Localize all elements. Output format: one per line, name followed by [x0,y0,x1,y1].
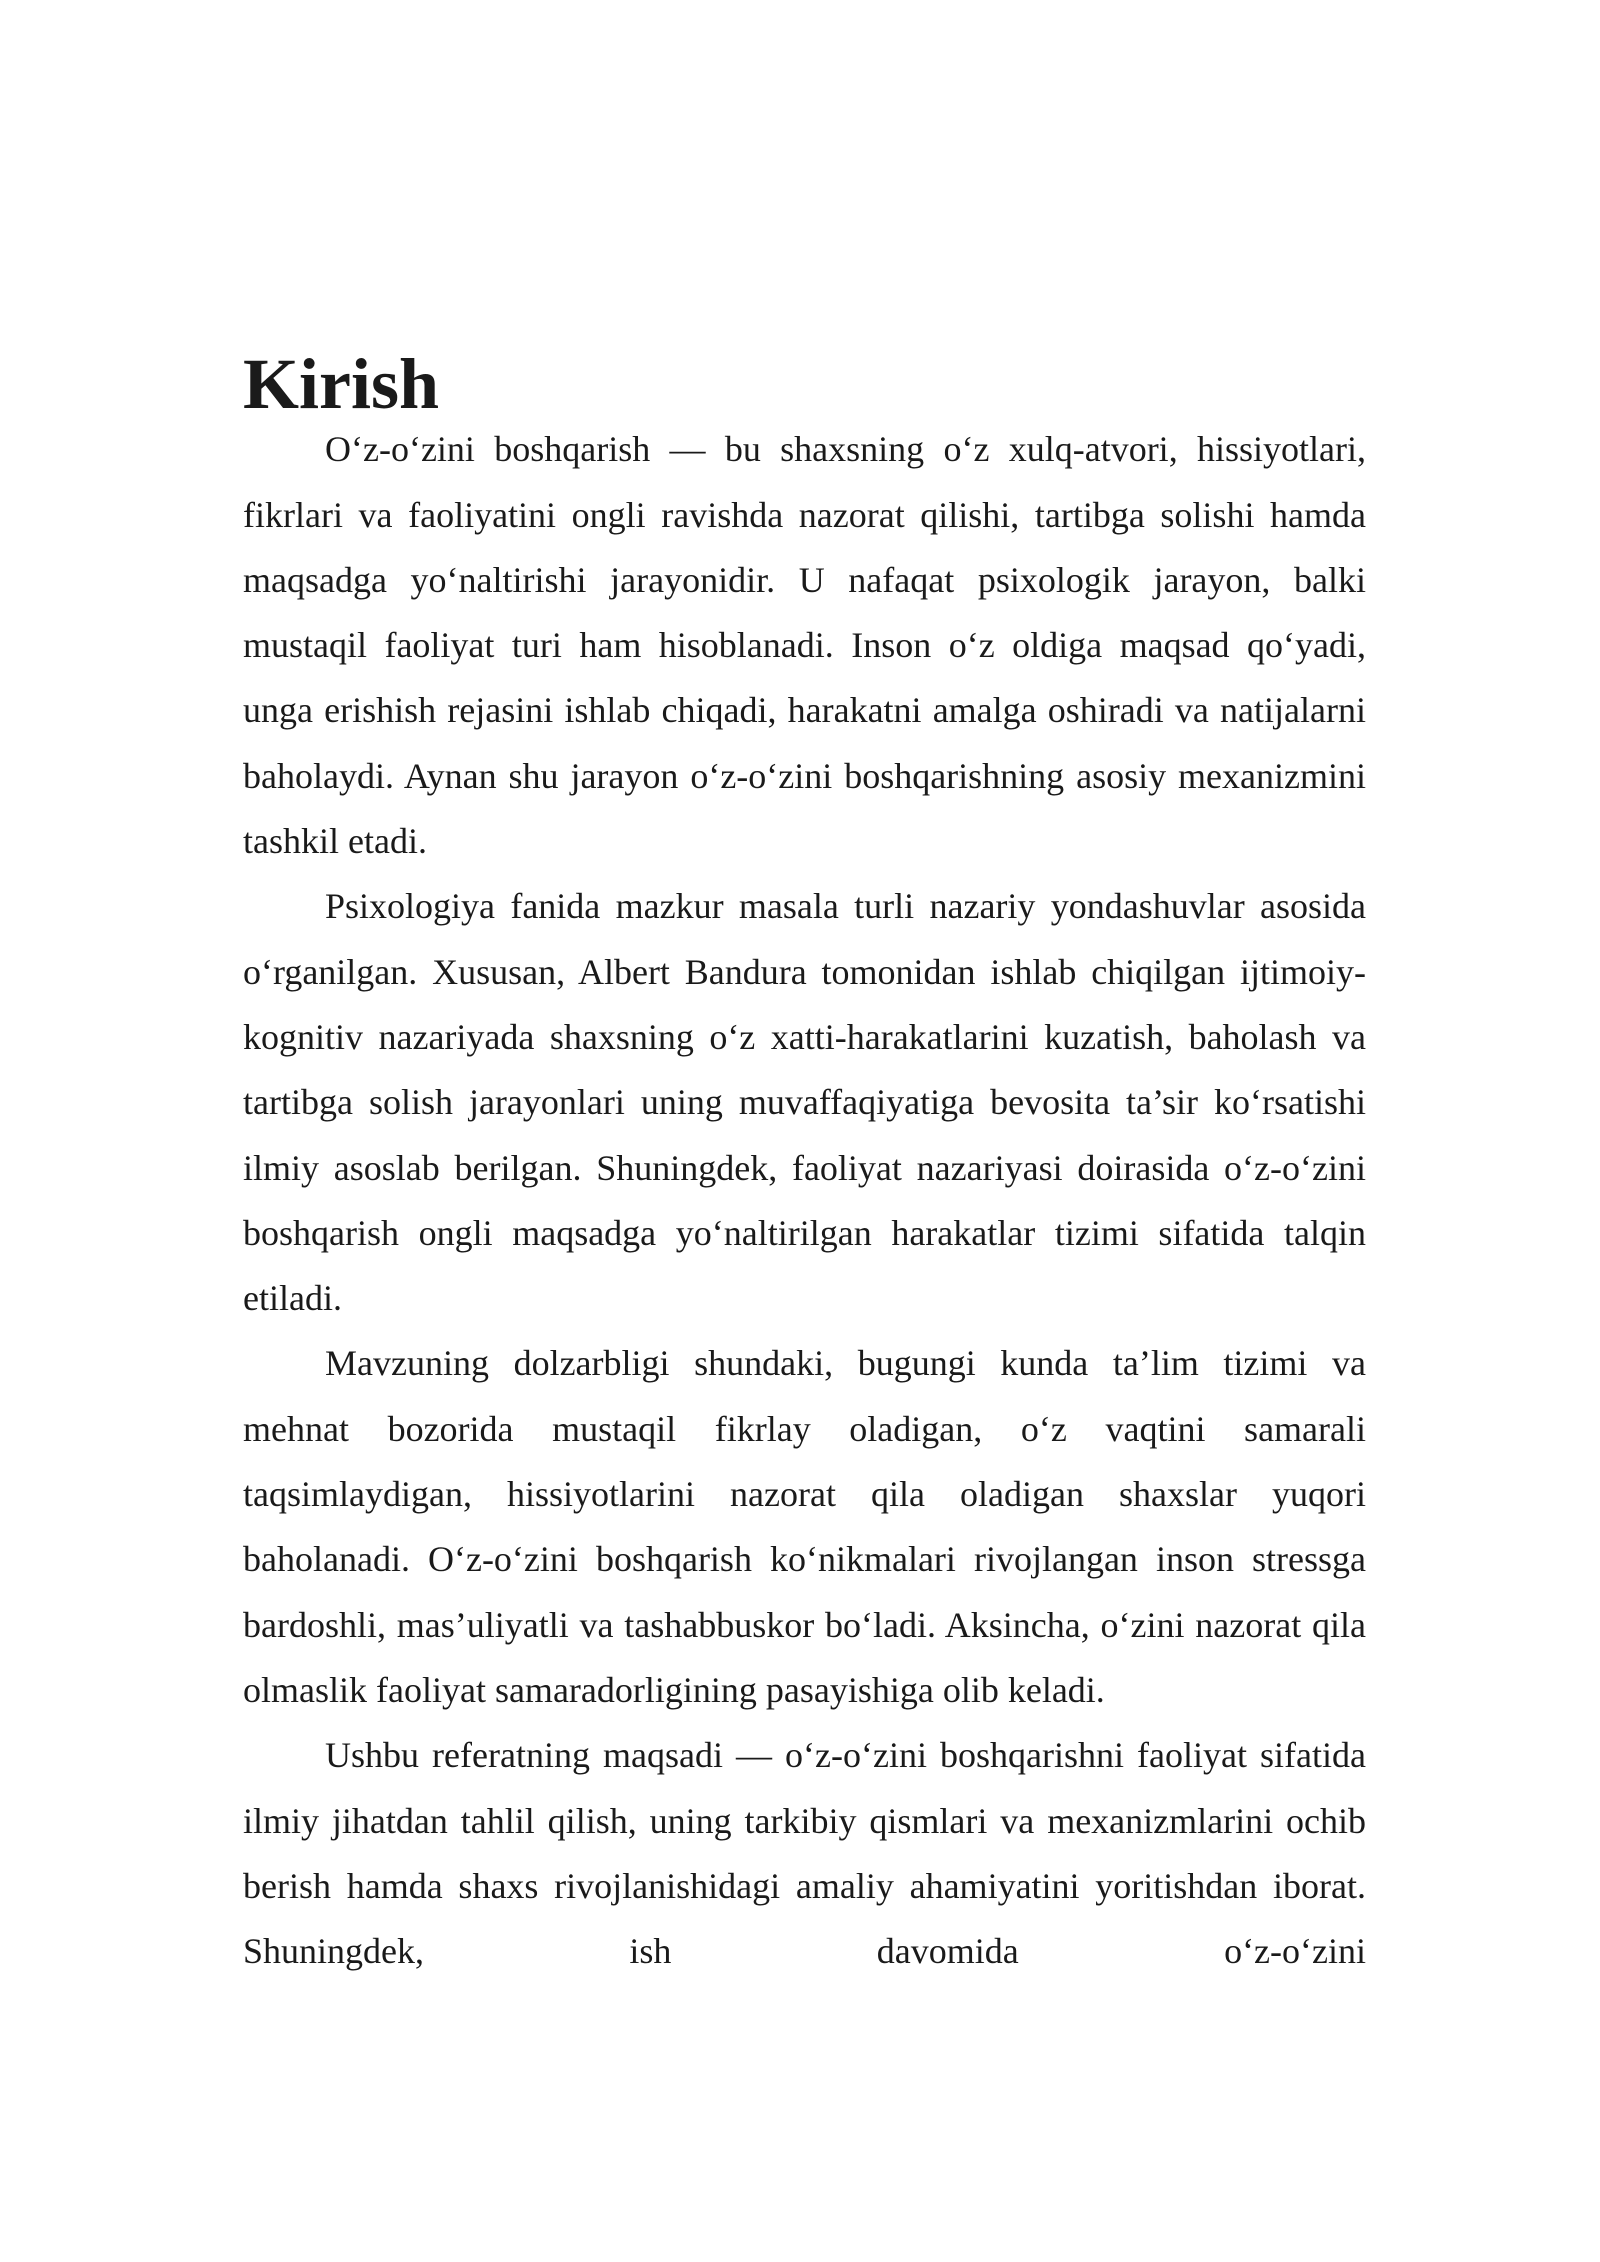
paragraph-4: Ushbu referatning maqsadi — o‘z-o‘zini boshqarishni faoliyat sifatida ilmiy jihatdan tahlil qilish, uning tarkibiy qismlari va mexanizmlarini ochib berish hamda shaxs rivojlanishidagi amaliy ahamiyatini yoritishdan iborat. Shuningdek, ish davomida o‘z-o‘zini [243,1735,1366,1972]
section-heading: Kirish [243,344,440,424]
paragraph-1: O‘z-o‘zini boshqarish — bu shaxsning o‘z xulq-atvori, hissiyotlari, fikrlari va faoliyatini ongli ravishda nazorat qilishi, tartibga solishi hamda maqsadga yo‘naltirishi jarayonidir. U nafaqat psixologik jarayon, balki mustaqil faoliyat turi ham hisoblanadi. Inson o‘z oldiga maqsad qo‘yadi, unga erishish rejasini ishlab chiqadi, harakatni amalga oshiradi va natijalarni baholaydi. Aynan shu jarayon o‘z-o‘zini boshqarishning asosiy mexanizmini tashkil etadi. [243,429,1366,862]
paragraph-3: Mavzuning dolzarbligi shundaki, bugungi kunda ta’lim tizimi va mehnat bozorida mustaqil fikrlay oladigan, o‘z vaqtini samarali taqsimlaydigan, hissiyotlarini nazorat qila oladigan shaxslar yuqori baholanadi. O‘z-o‘zini boshqarish ko‘nikmalari rivojlangan inson stressga bardoshli, mas’uliyatli va tashabbuskor bo‘ladi. Aksincha, o‘zini nazorat qila olmaslik faoliyat samaradorligining pasayishiga olib keladi. [243,1343,1366,1710]
paragraph-2: Psixologiya fanida mazkur masala turli nazariy yondashuvlar asosida o‘rganilgan. Xususan, Albert Bandura tomonidan ishlab chiqilgan ijtimoiy-kognitiv nazariyada shaxsning o‘z xatti-harakatlarini kuzatish, baholash va tartibga solish jarayonlari uning muvaffaqiyatiga bevosita ta’sir ko‘rsatishi ilmiy asoslab berilgan. Shuningdek, faoliyat nazariyasi doirasida o‘z-o‘zini boshqarish ongli maqsadga yo‘naltirilgan harakatlar tizimi sifatida talqin etiladi. [243,886,1366,1319]
document-body [243,344,1366,1984]
